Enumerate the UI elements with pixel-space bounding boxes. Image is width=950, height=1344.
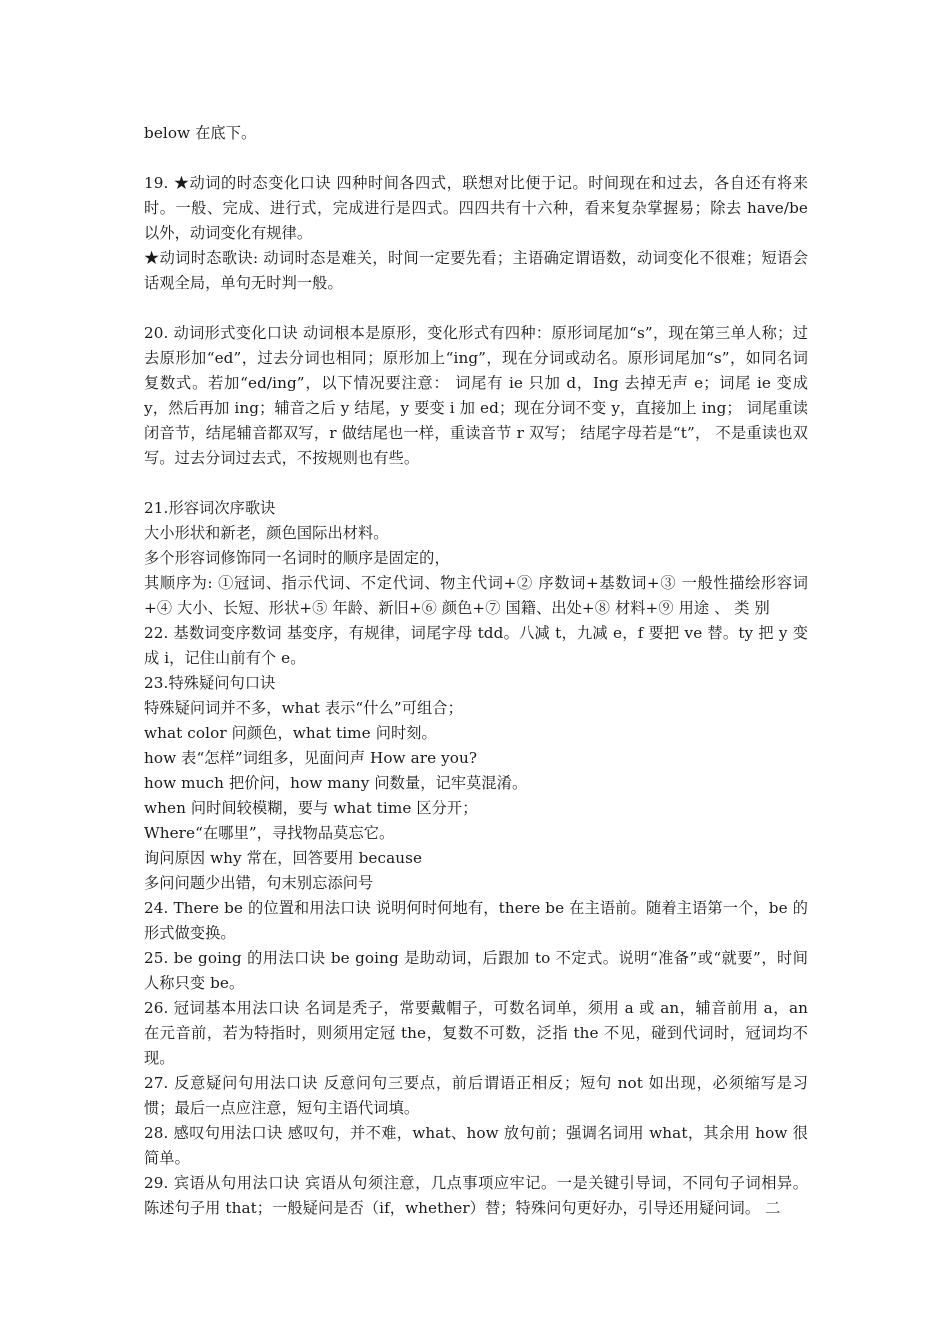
paragraph-22-ordinals: 22. 基数词变序数词 基变序，有规律，词尾字母 tdd。八减 t，九减 e，f 要把 ve 替。ty 把 y 变成 i，记住山前有个 e。 xyxy=(144,624,808,667)
paragraph-24-there-be: 24. There be 的位置和用法口诀 说明何时何地有，there be 在主语前。随着主语第一个，be 的形式做变换。 xyxy=(144,899,808,942)
paragraph-25-be-going: 25. be going 的用法口诀 be going 是助动词，后跟加 to 不定式。说明“准备”或“就要”，时间人称只变 be。 xyxy=(144,949,808,992)
paragraph-29-object-clauses: 29. 宾语从句用法口诀 宾语从句须注意，几点事项应牢记。一是关键引导词，不同句子词相异。 陈述句子用 that；一般疑问是否（if，whether）替；特殊问句更好办，引导还用疑问词。 二 xyxy=(144,1174,808,1217)
paragraph-23-line-3: how 表“怎样”词组多，见面问声 How are you? xyxy=(144,749,478,767)
paragraph-19-tense-rhyme: 19. ★动词的时态变化口诀 四种时间各四式，联想对比便于记。时间现在和过去，各自还有将来时。一般、完成、进行式，完成进行是四式。四四共有十六种，看来复杂掌握易；除去 have/be 以外，动词变化有规律。 xyxy=(144,174,808,242)
paragraph-23-line-8: 多问问题少出错，句末别忘添问号 xyxy=(144,874,374,892)
blank-line xyxy=(144,296,808,321)
paragraph-23-heading: 23.特殊疑问句口诀 xyxy=(144,674,276,692)
paragraph-23-line-4: how much 把价问，how many 问数量，记牢莫混淆。 xyxy=(144,774,528,792)
paragraph-21-line-2: 多个形容词修饰同一名词时的顺序是固定的， xyxy=(144,549,450,567)
paragraph-23-line-6: Where“在哪里”，寻找物品莫忘它。 xyxy=(144,824,395,842)
paragraph-19-tense-song: ★动词时态歌诀: 动词时态是难关，时间一定要先看；主语确定谓语数，动词变化不很难；短语会话观全局，单句无时判一般。 xyxy=(144,249,808,292)
paragraph-21-line-1: 大小形状和新老，颜色国际出材料。 xyxy=(144,524,389,542)
paragraph-28-exclamations: 28. 感叹句用法口诀 感叹句，并不难，what、how 放句前；强调名词用 what，其余用 how 很简单。 xyxy=(144,1124,808,1167)
paragraph-23-line-1: 特殊疑问词并不多，what 表示“什么”可组合； xyxy=(144,699,463,717)
paragraph-27-tag-questions: 27. 反意疑问句用法口诀 反意问句三要点，前后谓语正相反；短句 not 如出现，必须缩写是习惯；最后一点应注意，短句主语代词填。 xyxy=(144,1074,808,1117)
paragraph-20-verb-forms: 20. 动词形式变化口诀 动词根本是原形，变化形式有四种：原形词尾加“s”，现在第三单人称；过去原形加“ed”，过去分词也相同；原形加上“ing”，现在分词或动名。原形词尾加“s”，如同名词复数式。若加“ed/ing”，以下情况要注意： 词尾有 ie 只加 d，Ing 去掉无声 e；词尾 ie 变成 y，然后再加 ing；辅音之后 y 结尾，y 要变 i 加 ed；现在分词不变 y，直接加上 ing； 词尾重读闭音节，结尾辅音都双写，r 做结尾也一样，重读音节 r 双写； 结尾字母若是“t”， 不是重读也双写。过去分词过去式，不按规则也有些。 xyxy=(144,324,808,467)
document-body xyxy=(144,121,808,1221)
paragraph-21-heading: 21.形容词次序歌诀 xyxy=(144,499,276,517)
paragraph-below: below 在底下。 xyxy=(144,124,257,142)
paragraph-23-line-7: 询问原因 why 常在，回答要用 because xyxy=(144,849,423,867)
blank-line xyxy=(144,146,808,171)
paragraph-23-line-5: when 问时间较模糊，要与 what time 区分开； xyxy=(144,799,478,817)
paragraph-23-line-2: what color 问颜色，what time 问时刻。 xyxy=(144,724,437,742)
paragraph-21-order: 其顺序为: ①冠词、指示代词、不定代词、物主代词+② 序数词+基数词+③ 一般性描绘形容词+④ 大小、长短、形状+⑤ 年龄、新旧+⑥ 颜色+⑦ 国籍、出处+⑧ 材料+⑨ 用途 、 类 别 xyxy=(144,574,808,617)
blank-line xyxy=(144,471,808,496)
paragraph-26-articles: 26. 冠词基本用法口诀 名词是秃子，常要戴帽子，可数名词单，须用 a 或 an，辅音前用 a，an 在元音前，若为特指时，则须用定冠 the，复数不可数，泛指 the 不见，碰到代词时，冠词均不现。 xyxy=(144,999,808,1067)
